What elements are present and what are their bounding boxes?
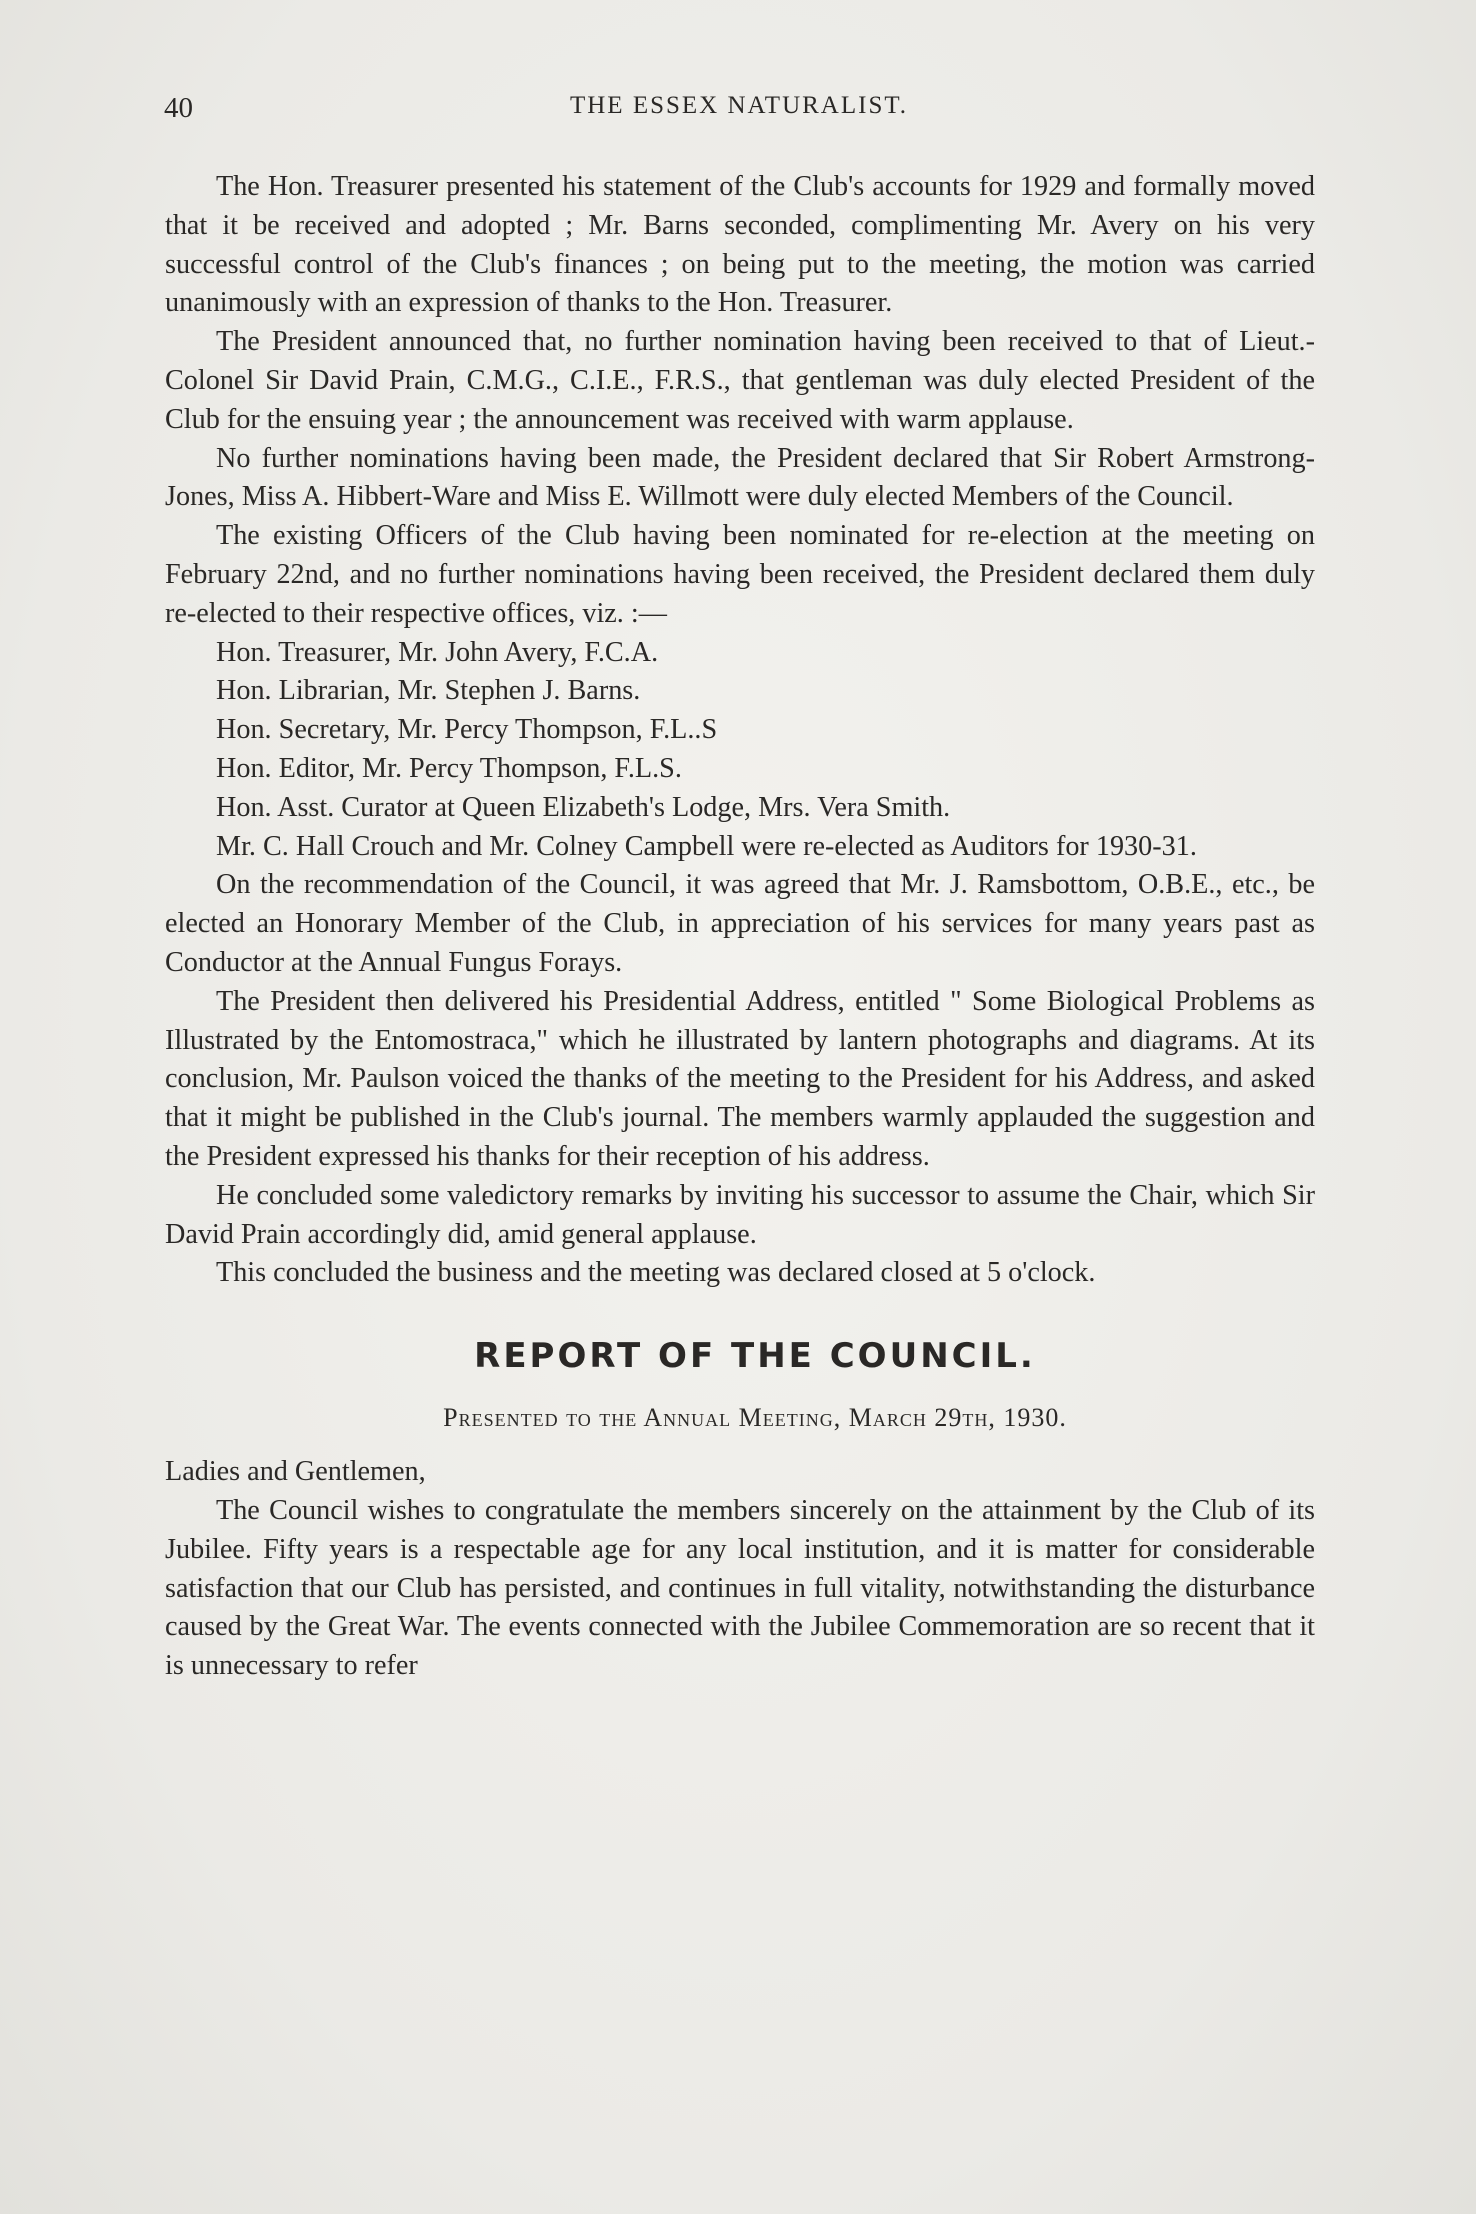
section-title: REPORT OF THE COUNCIL. [474,1336,1036,1377]
officer-curator: Hon. Asst. Curator at Queen Elizabeth's Lodge, Mrs. Vera Smith. [216,791,951,823]
paragraph-president-election: The President announced that, no further nomination having been received to that of Lieut.-Colonel Sir David Prain, C.M.G., C.I.E., F.R.S., that gentleman was duly elected President of the Club for the ensuing year ; the announcement was received with warm applause. [165,326,1315,435]
officer-editor: Hon. Editor, Mr. Percy Thompson, F.L.S. [216,752,682,784]
section-subtitle: Presented to the Annual Meeting, March 29th, 1930. [443,1403,1067,1433]
paragraph-honorary-member: On the recommendation of the Council, it was agreed that Mr. J. Ramsbottom, O.B.E., etc., be elected an Honorary Member of the Club, in appreciation of his services for many years past as Conductor at the Annual Fungus Forays. [165,869,1315,978]
paragraph-auditors: Mr. C. Hall Crouch and Mr. Colney Campbell were re-elected as Auditors for 1930-31. [216,830,1197,862]
officer-treasurer: Hon. Treasurer, Mr. John Avery, F.C.A. [216,636,659,668]
salutation: Ladies and Gentlemen, [165,1456,426,1488]
paragraph-valedictory: He concluded some valedictory remarks by inviting his successor to assume the Chair, which Sir David Prain accordingly did, amid general applause. [165,1179,1315,1250]
officer-secretary: Hon. Secretary, Mr. Percy Thompson, F.L..S [216,714,718,746]
page-number: 40 [164,92,193,124]
paragraph-treasurer-accounts: The Hon. Treasurer presented his statement of the Club's accounts for 1929 and formally moved that it be received and adopted ; Mr. Barns seconded, complimenting Mr. Avery on his very successful control of the Club's finances ; on being put to the meeting, the motion was carried unanimously with an expression of thanks to the Hon. Treasurer. [165,171,1315,319]
paragraph-presidential-address: The President then delivered his Presidential Address, entitled " Some Biological Problems as Illustrated by the Entomostraca," which he illustrated by lantern photographs and diagrams. At its conclusion, Mr. Paulson voiced the thanks of the meeting to the President for his Address, and asked that it might be published in the Club's journal. The members warmly applauded the suggestion and the President expressed his thanks for their reception of his address. [165,985,1315,1172]
paragraph-officers-reelection: The existing Officers of the Club having been nominated for re-election at the meeting on February 22nd, and no further nominations having been received, the President declared them duly re-elected to their respective offices, viz. :— [165,520,1315,629]
body-text [165,168,1315,1686]
journal-title: THE ESSEX NATURALIST. [569,92,909,119]
running-head [164,92,1314,132]
paragraph-jubilee: The Council wishes to congratulate the members sincerely on the attainment by the Club of its Jubilee. Fifty years is a respectable age for any local institution, and it is matter for considerable satisfaction that our Club has persisted, and continues in full vitality, notwithstanding the disturbance caused by the Great War. The events connected with the Jubilee Commemoration are so recent that it is unnecessary to refer [165,1494,1315,1682]
paragraph-council-members: No further nominations having been made, the President declared that Sir Robert Armstrong-Jones, Miss A. Hibbert-Ware and Miss E. Willmott were duly elected Members of the Council. [165,442,1315,513]
paragraph-meeting-closed: This concluded the business and the meeting was declared closed at 5 o'clock. [216,1257,1096,1289]
officer-librarian: Hon. Librarian, Mr. Stephen J. Barns. [216,675,641,707]
